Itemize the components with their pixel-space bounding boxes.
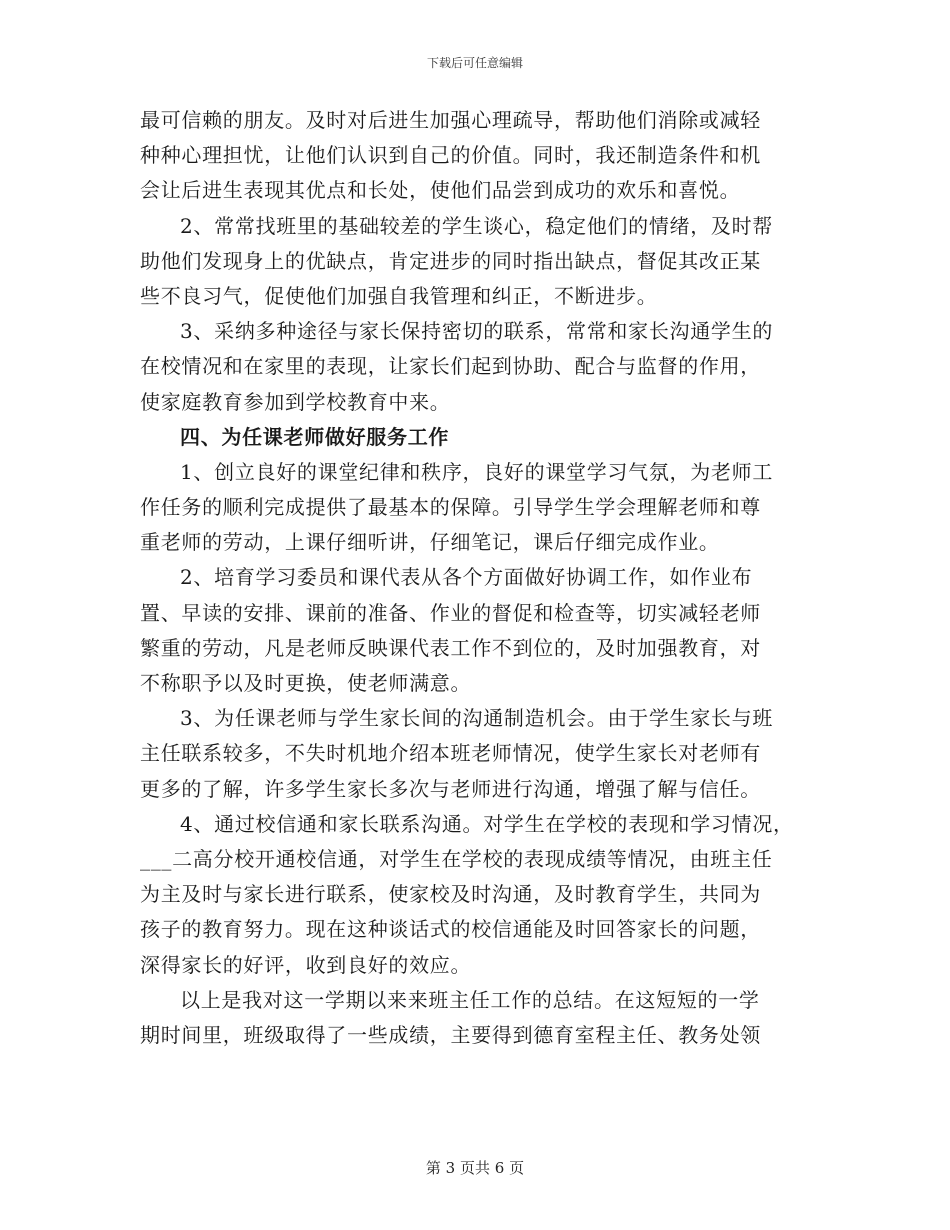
text-line: 繁重的劳动，凡是老师反映课代表工作不到位的，及时加强教育，对 <box>140 635 761 660</box>
page-footer: 第 3 页共 6 页 <box>425 1159 525 1177</box>
text-line: 在校情况和在家里的表现，让家长们起到协助、配合与监督的作用， <box>140 354 761 379</box>
text-line: 4、通过校信通和家长联系沟通。对学生在学校的表现和学习情况， <box>180 811 794 836</box>
text-line: 期时间里，班级取得了一些成绩，主要得到德育室程主任、教务处领 <box>140 1022 761 1047</box>
text-line: 些不良习气，促使他们加强自我管理和纠正，不断进步。 <box>140 283 658 308</box>
text-line: 1、创立良好的课堂纪律和秩序，良好的课堂学习气氛，为老师工 <box>180 459 774 484</box>
text-line: 深得家长的好评，收到良好的效应。 <box>140 952 472 977</box>
text-line: 3、采纳多种途径与家长保持密切的联系，常常和家长沟通学生的 <box>180 319 774 344</box>
text-line: 2、培育学习委员和课代表从各个方面做好协调工作，如作业布 <box>180 565 753 590</box>
text-line: 以上是我对这一学期以来来班主任工作的总结。在这短短的一学 <box>180 987 760 1012</box>
text-line: 最可信赖的朋友。及时对后进生加强心理疏导，帮助他们消除或减轻 <box>140 108 761 132</box>
text-line: 不称职予以及时更换，使老师满意。 <box>140 671 472 695</box>
document-body <box>140 103 820 1053</box>
section-heading: 四、为任课老师做好服务工作 <box>180 424 450 449</box>
text-line: 更多的了解，许多学生家长多次与老师进行沟通，增强了解与信任。 <box>140 776 761 801</box>
text-line: 会让后进生表现其优点和长处，使他们品尝到成功的欢乐和喜悦。 <box>140 178 741 203</box>
text-line: 3、为任课老师与学生家长间的沟通制造机会。由于学生家长与班 <box>180 706 774 731</box>
text-line: 为主及时与家长进行联系，使家校及时沟通，及时教育学生，共同为 <box>140 882 761 907</box>
text-line: 作任务的顺利完成提供了最基本的保障。引导学生学会理解老师和尊 <box>140 495 761 520</box>
text-line: 2、常常找班里的基础较差的学生谈心，稳定他们的情绪，及时帮 <box>180 213 774 238</box>
text-line: 助他们发现身上的优缺点，肯定进步的同时指出缺点，督促其改正某 <box>140 248 761 273</box>
text-line: 使家庭教育参加到学校教育中来。 <box>140 389 451 414</box>
text-line: 重老师的劳动，上课仔细听讲，仔细笔记，课后仔细完成作业。 <box>140 530 720 555</box>
text-line: 主任联系较多，不失时机地介绍本班老师情况，使学生家长对老师有 <box>140 741 761 766</box>
text-line: ___二高分校开通校信通，对学生在学校的表现成绩等情况，由班主任 <box>140 846 773 871</box>
text-line: 孩子的教育努力。现在这种谈话式的校信通能及时回答家长的问题， <box>140 917 761 942</box>
text-line: 种种心理担忧，让他们认识到自己的价值。同时，我还制造条件和机 <box>140 143 761 168</box>
text-line: 置、早读的安排、课前的准备、作业的督促和检查等，切实减轻老师 <box>140 600 761 625</box>
page-header: 下载后可任意编辑 <box>426 56 523 70</box>
